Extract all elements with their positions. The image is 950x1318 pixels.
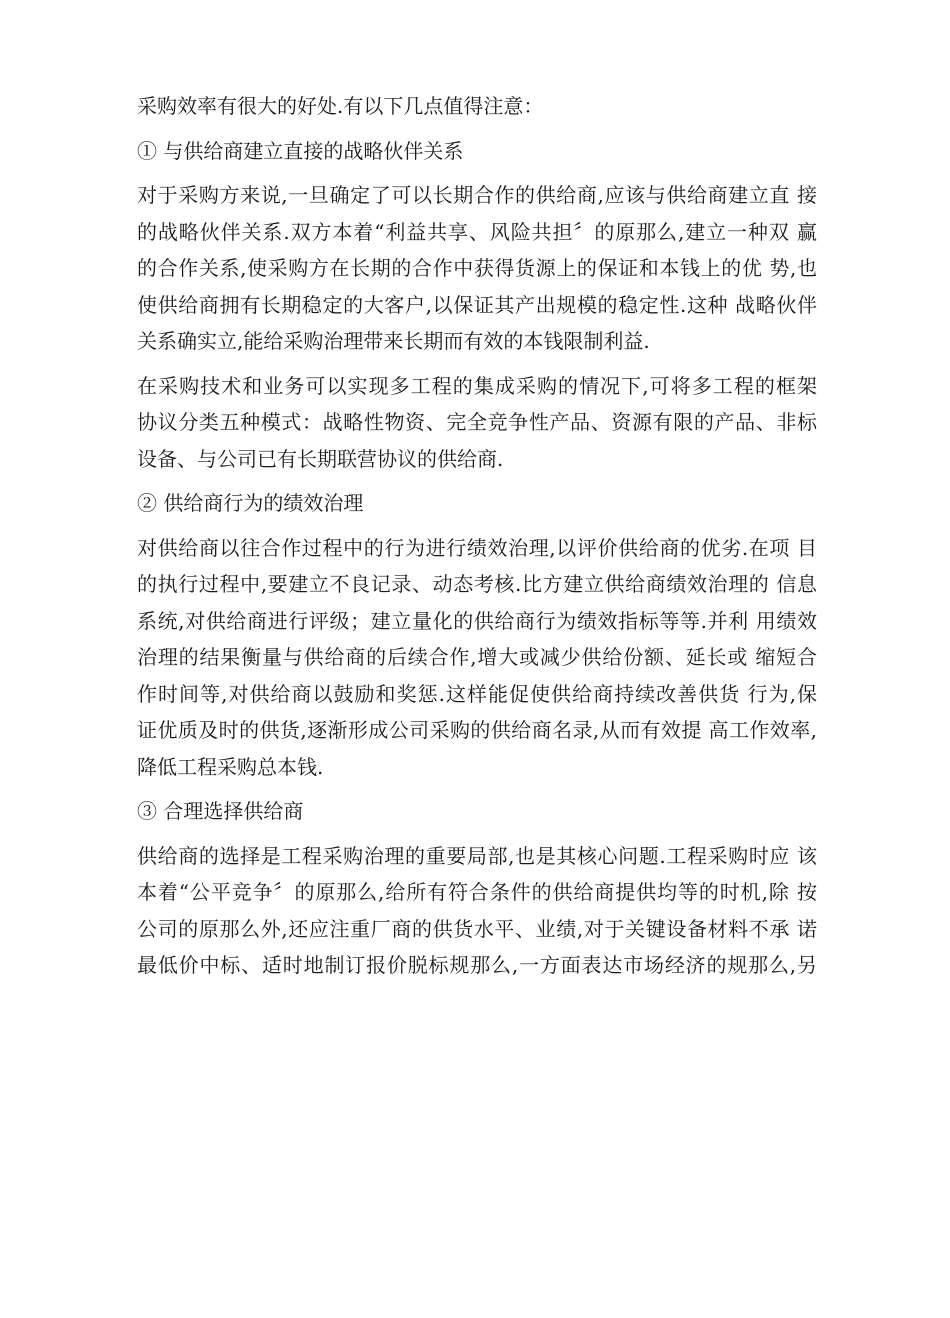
- text-line: 证优质及时的供货,逐渐形成公司采购的供给商名录,从而有效提 高工作效率,: [137, 718, 817, 742]
- text-line: ③ 合理选择供给商: [137, 799, 304, 823]
- text-line: 公司的原那么外,还应注重厂商的供货水平、业绩,对于关键设备材料不承 诺: [137, 916, 817, 941]
- text-line: 的战略伙伴关系.双方本着“利益共享、风险共担〞的原那么,建立一种双 赢: [137, 219, 817, 244]
- text-line: 系统,对供给商进行评级；建立量化的供给商行为绩效指标等等.并利 用绩效: [137, 608, 817, 633]
- text-line: 最低价中标、适时地制订报价脱标规那么,一方面表达市场经济的规那么,另: [137, 953, 817, 977]
- text-line: 治理的结果衡量与供给商的后续合作,增大或减少供给份额、延长或 缩短合: [137, 645, 817, 669]
- document-body: [137, 88, 817, 984]
- text-line: 在采购技术和业务可以实现多工程的集成采购的情况下,可将多工程的框架: [137, 373, 817, 398]
- text-line: 关系确实立,能给采购治理带来长期而有效的本钱限制利益.: [137, 329, 650, 353]
- text-line: 供给商的选择是工程采购治理的重要局部,也是其核心问题.工程采购时应 该: [137, 843, 817, 868]
- text-line: 使供给商拥有长期稳定的大客户,以保证其产出规模的稳定性.这种 战略伙伴: [137, 292, 817, 317]
- text-line: 采购效率有很大的好处.有以下几点值得注意：: [137, 94, 544, 118]
- text-line: ② 供给商行为的绩效治理: [137, 491, 364, 515]
- text-line: 的执行过程中,要建立不良记录、动态考核.比方建立供给商绩效治理的 信息: [137, 572, 817, 596]
- text-line: 本着“公平竞争〞的原那么,给所有符合条件的供给商提供均等的时机,除 按: [137, 880, 817, 904]
- text-line: 降低工程采购总本钱.: [137, 754, 324, 779]
- text-line: 对供给商以往合作过程中的行为进行绩效治理,以评价供给商的优劣.在项 目: [137, 535, 817, 560]
- text-line: 设备、与公司已有长期联营协议的供给商.: [137, 446, 504, 471]
- text-line: 作时间等,对供给商以鼓励和奖惩.这样能促使供给商持续改善供货 行为,保: [137, 681, 817, 706]
- text-line: 对于采购方来说,一旦确定了可以长期合作的供给商,应该与供给商建立直 接: [137, 183, 817, 207]
- text-line: 协议分类五种模式：战略性物资、完全竞争性产品、资源有限的产品、非标: [137, 410, 817, 434]
- text-line: ① 与供给商建立直接的战略伙伴关系: [137, 138, 464, 163]
- text-line: 的合作关系,使采购方在长期的合作中获得货源上的保证和本钱上的优 势,也: [137, 256, 817, 280]
